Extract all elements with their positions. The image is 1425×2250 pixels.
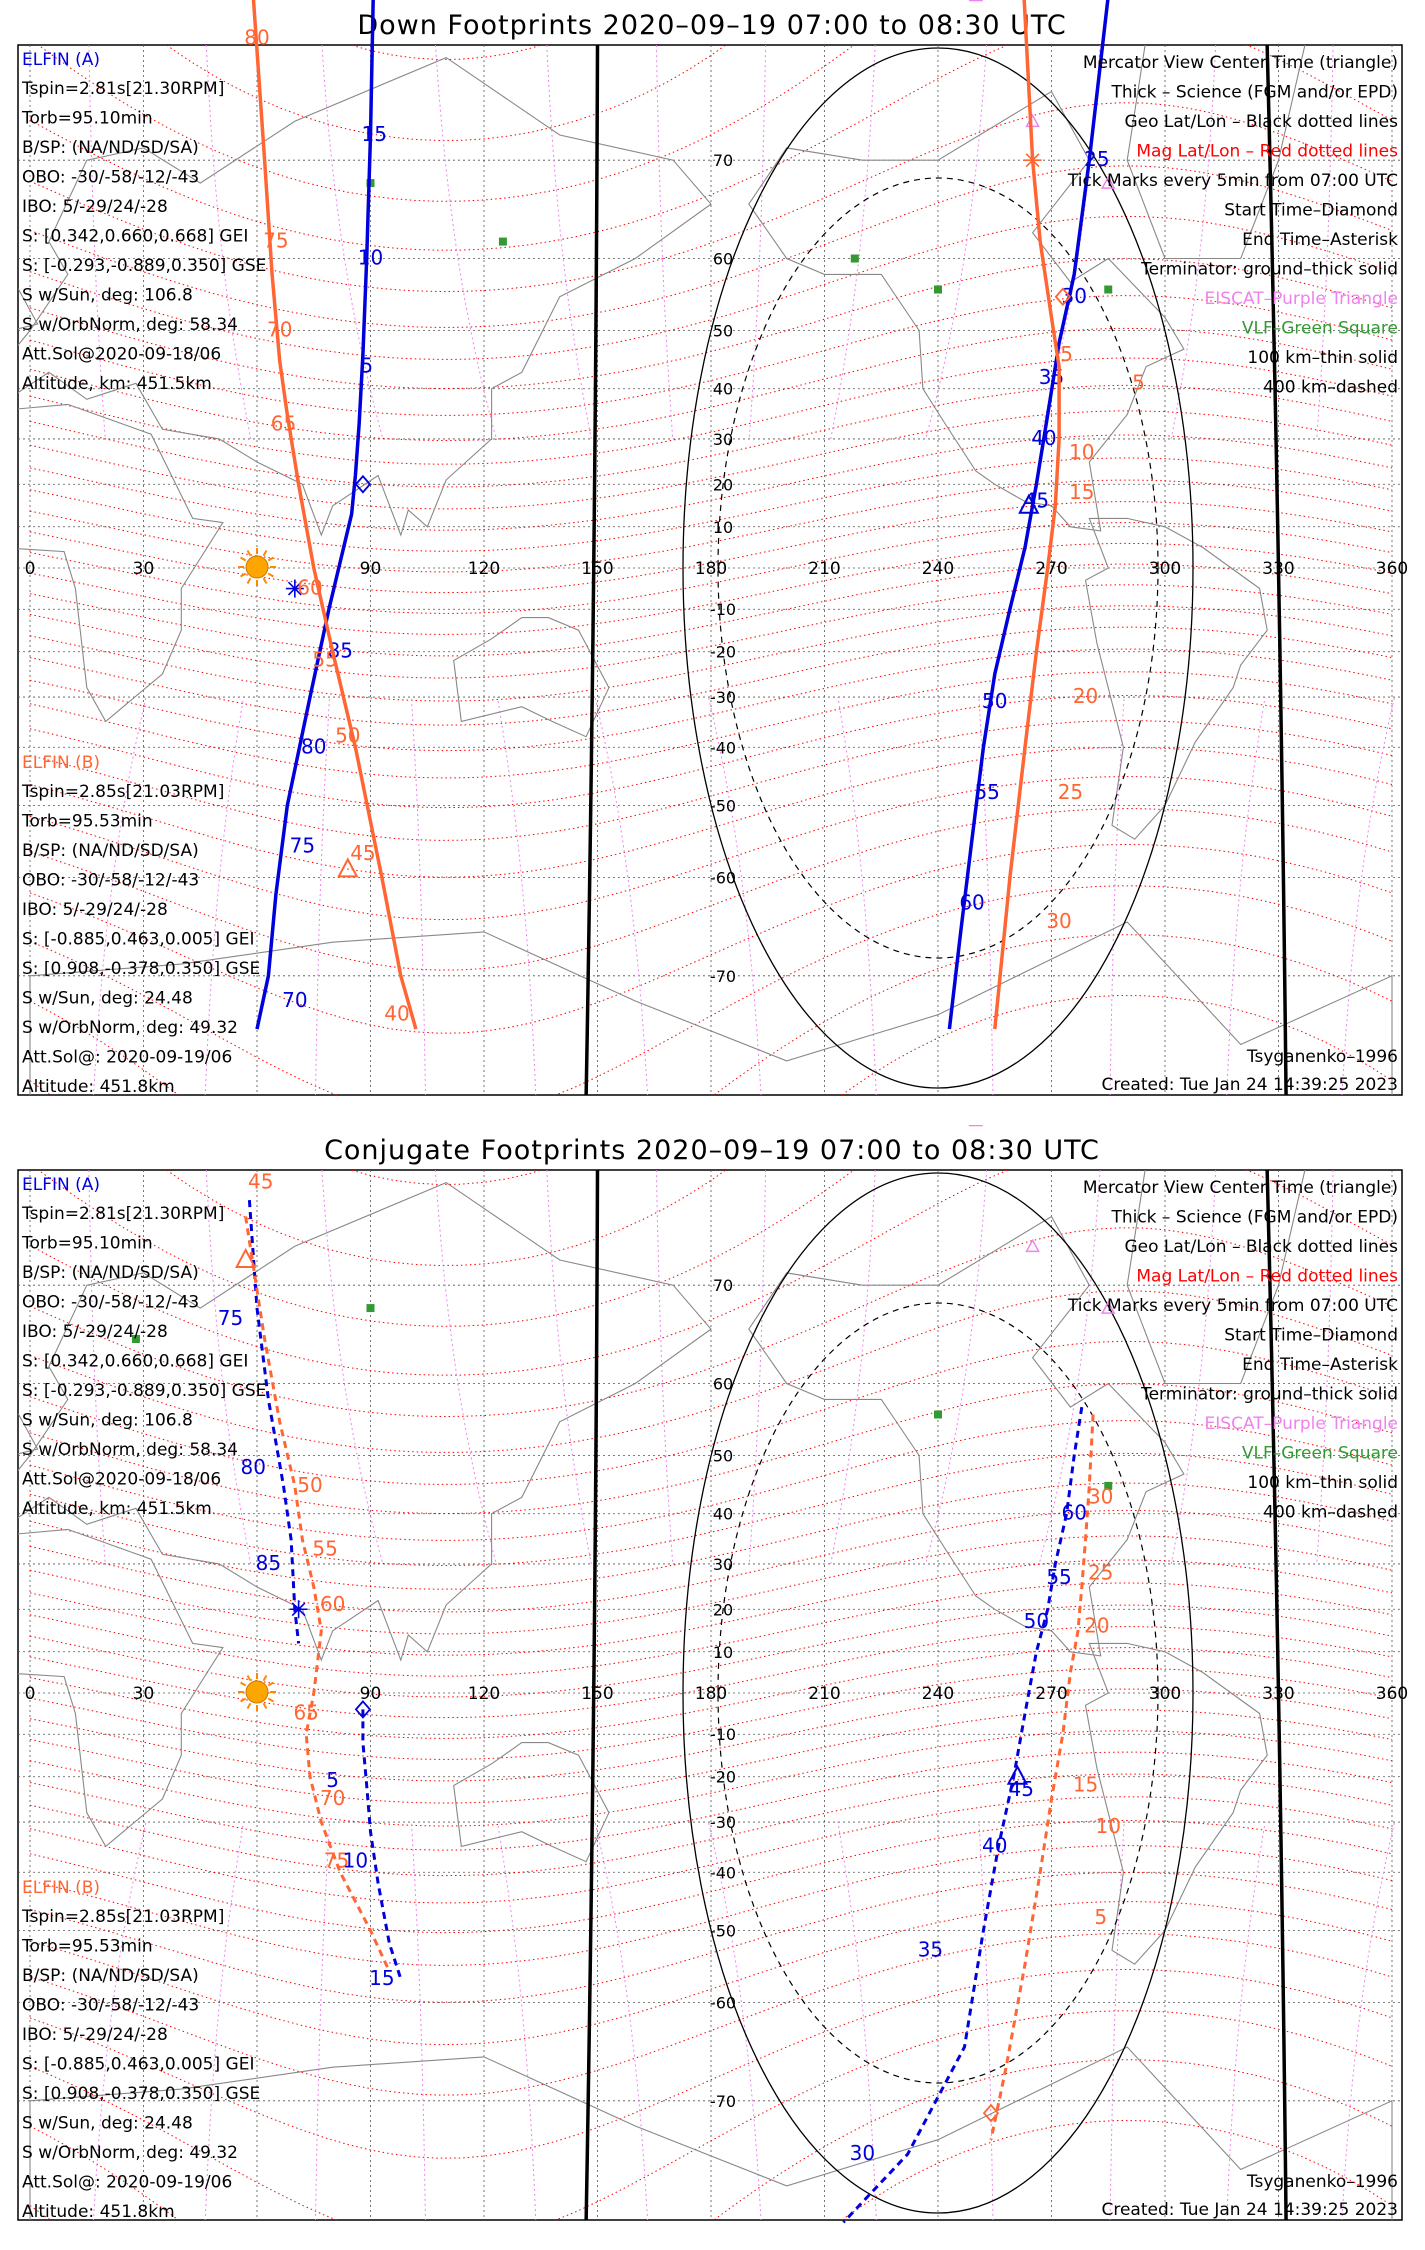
legend-line: EISCAT–Purple Triangle — [1204, 289, 1398, 309]
elfin-a-info-line: S w/OrbNorm, deg: 58.34 — [22, 315, 239, 335]
track-tick-label: 65 — [293, 1700, 319, 1725]
track-tick-label: 70 — [282, 988, 308, 1013]
track-tick-label: 70 — [319, 1785, 346, 1810]
lat-tick-label: -60 — [709, 1993, 737, 2013]
track-tick-label: 45 — [1008, 1776, 1034, 1801]
track-tick-label: 50 — [982, 688, 1008, 713]
legend-line: Terminator: ground–thick solid — [1141, 1384, 1398, 1405]
lat-tick-label: 20 — [712, 475, 734, 495]
elfin-b-info-line: Att.Sol@: 2020-09-19/06 — [22, 2172, 233, 2193]
legend-line: Mercator View Center Time (triangle) — [1082, 1178, 1398, 1198]
lat-tick-label: -50 — [709, 1921, 737, 1941]
track-tick-label: 10 — [342, 1848, 369, 1873]
lat-tick-label: 10 — [712, 1642, 734, 1662]
elfin-a-info-line: S w/Sun, deg: 106.8 — [22, 1410, 193, 1431]
legend-line: Start Time–Diamond — [1224, 1325, 1398, 1346]
track-tick-label: 45 — [1023, 488, 1050, 513]
elfin-a-info-line: S: [-0.293,-0.889,0.350] GSE — [22, 256, 267, 276]
lon-tick-label: 30 — [132, 559, 155, 579]
lat-tick-label: 60 — [712, 1374, 734, 1394]
track-tick-label: 45 — [248, 1169, 274, 1194]
lon-tick-label: 210 — [808, 1684, 841, 1704]
elfin-a-title: ELFIN (A) — [22, 1175, 101, 1195]
lon-tick-label: 150 — [581, 1684, 614, 1704]
elfin-a-info-line: S: [0.342,0.660,0.668] GEI — [22, 226, 249, 247]
legend-line: 100 km–thin solid — [1247, 1473, 1398, 1493]
legend-line: End Time–Asterisk — [1242, 230, 1398, 250]
elfin-b-info-line: OBO: -30/-58/-12/-43 — [22, 1995, 200, 2016]
track-tick-label: 25 — [1084, 147, 1110, 172]
lon-tick-label: 120 — [467, 559, 501, 579]
legend-line: Mag Lat/Lon – Red dotted lines — [1136, 141, 1398, 162]
sun-icon — [246, 556, 268, 578]
lon-tick-label: 0 — [24, 559, 36, 579]
track-tick-label: 35 — [1038, 364, 1065, 389]
elfin-a-info-line: Torb=95.10min — [22, 1233, 153, 1254]
lon-tick-label: 30 — [132, 1684, 155, 1704]
track-tick-label: 40 — [1031, 425, 1057, 450]
model-label: Tsyganenko–1996 — [1246, 1047, 1398, 1067]
elfin-a-info-line: Att.Sol@2020-09-18/06 — [22, 344, 222, 365]
lon-tick-label: 90 — [359, 559, 382, 579]
legend-line: End Time–Asterisk — [1242, 1355, 1398, 1375]
elfin-a-info-line: IBO: 5/-29/24/-28 — [22, 197, 168, 217]
lon-tick-label: 150 — [581, 559, 614, 579]
track-tick-label: 5 — [1132, 370, 1145, 395]
track-tick-label: 25 — [1087, 1560, 1114, 1585]
lon-tick-label: 360 — [1375, 559, 1409, 579]
elfin-a-info-line: Torb=95.10min — [22, 108, 153, 129]
vlf-marker — [367, 1304, 375, 1312]
track-tick-label: 10 — [1095, 1813, 1121, 1838]
vlf-marker — [934, 1411, 942, 1419]
track-tick-label: 60 — [297, 575, 323, 600]
track-tick-label: 30 — [1087, 1484, 1114, 1509]
track-tick-label: 85 — [327, 638, 353, 663]
track-tick-label: 80 — [240, 1454, 266, 1479]
track-tick-label: 55 — [1046, 1564, 1072, 1589]
elfin-a-info-line: OBO: -30/-58/-12/-43 — [22, 167, 200, 188]
chart-title: Conjugate Footprints 2020–09–19 07:00 to 08:30 UTC — [324, 1135, 1100, 1166]
elfin-b-info-line: IBO: 5/-29/24/-28 — [22, 900, 168, 920]
legend-line: Geo Lat/Lon – Black dotted lines — [1124, 112, 1398, 132]
lat-tick-label: -70 — [709, 2091, 737, 2111]
elfin-b-info-line: S w/OrbNorm, deg: 49.32 — [22, 1018, 239, 1038]
legend-line: Thick – Science (FGM and/or EPD) — [1111, 1207, 1398, 1228]
elfin-a-info-line: Altitude, km: 451.5km — [22, 1499, 212, 1519]
track-tick-label: 5 — [326, 1768, 340, 1793]
track-tick-label: 40 — [982, 1833, 1008, 1858]
elfin-b-info-line: Tspin=2.85s[21.03RPM] — [22, 1907, 225, 1927]
lon-tick-label: 270 — [1035, 559, 1068, 579]
track-tick-label: 15 — [1072, 1772, 1099, 1797]
lat-tick-label: 70 — [712, 151, 734, 171]
lon-tick-label: 300 — [1148, 559, 1182, 579]
created-label: Created: Tue Jan 24 14:39:25 2023 — [1101, 2200, 1398, 2220]
created-label: Created: Tue Jan 24 14:39:25 2023 — [1101, 1075, 1398, 1095]
legend-line: VLF–Green Square — [1241, 318, 1398, 339]
track-tick-label: 35 — [917, 1937, 944, 1962]
elfin-b-info-line: Torb=95.53min — [22, 811, 153, 832]
track-tick-label: 55 — [974, 780, 1000, 805]
elfin-a-info-line: Tspin=2.81s[21.30RPM] — [22, 1204, 225, 1224]
track-tick-label: 50 — [1023, 1609, 1050, 1634]
track-tick-label: 15 — [1069, 479, 1095, 504]
elfin-a-info-line: S: [0.342,0.660,0.668] GEI — [22, 1351, 249, 1372]
lon-tick-label: 240 — [921, 1684, 955, 1704]
chart-title: Down Footprints 2020–09–19 07:00 to 08:30 UTC — [357, 10, 1067, 41]
lat-tick-label: 60 — [712, 249, 734, 269]
track-tick-label: 20 — [1072, 684, 1099, 709]
track-tick-label: 60 — [1061, 1500, 1087, 1525]
legend-line: Tick Marks every 5min from 07:00 UTC — [1067, 171, 1398, 191]
elfin-a-info-line: S w/Sun, deg: 106.8 — [22, 285, 193, 306]
model-label: Tsyganenko–1996 — [1246, 2172, 1398, 2192]
legend-line: Thick – Science (FGM and/or EPD) — [1111, 82, 1398, 103]
track-tick-label: 80 — [301, 734, 327, 759]
track-tick-label: 30 — [849, 2141, 876, 2166]
vlf-marker — [1104, 286, 1112, 294]
lat-tick-label: -60 — [709, 868, 737, 888]
elfin-b-info-line: Altitude: 451.8km — [22, 2202, 175, 2222]
track-tick-label: 5 — [360, 353, 374, 378]
elfin-b-info-line: S: [0.908,-0.378,0.350] GSE — [22, 2084, 261, 2104]
lat-tick-label: 30 — [712, 1554, 734, 1574]
lon-tick-label: 0 — [24, 1684, 36, 1704]
elfin-b-info-line: Altitude: 451.8km — [22, 1077, 175, 1097]
elfin-b-info-line: Tspin=2.85s[21.03RPM] — [22, 782, 225, 802]
lon-tick-label: 330 — [1262, 1684, 1295, 1704]
lat-tick-label: 10 — [712, 517, 734, 537]
legend-line: 400 km–dashed — [1263, 1502, 1398, 1523]
lat-tick-label: -70 — [709, 966, 737, 986]
lat-tick-label: -20 — [709, 1767, 737, 1787]
track-tick-label: 15 — [369, 1965, 395, 1990]
elfin-a-info-line: B/SP: (NA/ND/SD/SA) — [22, 1263, 199, 1283]
lat-tick-label: -10 — [709, 1725, 737, 1745]
elfin-a-info-line: Altitude, km: 451.5km — [22, 374, 212, 394]
elfin-b-title: ELFIN (B) — [22, 753, 101, 773]
track-tick-label: 75 — [217, 1305, 244, 1330]
track-tick-label: 75 — [263, 228, 289, 253]
lat-tick-label: 20 — [712, 1600, 734, 1620]
track-tick-label: 80 — [244, 25, 270, 50]
elfin-a-info-line: S: [-0.293,-0.889,0.350] GSE — [22, 1381, 267, 1401]
lon-tick-label: 120 — [467, 1684, 501, 1704]
lat-tick-label: -10 — [709, 600, 737, 620]
legend-line: Geo Lat/Lon – Black dotted lines — [1124, 1237, 1398, 1257]
track-tick-label: 75 — [289, 833, 316, 858]
lat-tick-label: 50 — [712, 1446, 734, 1466]
track-tick-label: 30 — [1046, 909, 1072, 934]
elfin-b-info-line: S w/Sun, deg: 24.48 — [22, 988, 193, 1009]
elfin-a-info-line: IBO: 5/-29/24/-28 — [22, 1322, 168, 1342]
legend-line: 100 km–thin solid — [1247, 348, 1398, 368]
legend-line: Mercator View Center Time (triangle) — [1082, 53, 1398, 73]
track-tick-label: 25 — [1057, 780, 1084, 805]
elfin-b-info-line: S w/OrbNorm, deg: 49.32 — [22, 2143, 239, 2163]
lat-tick-label: 50 — [712, 321, 734, 341]
track-tick-label: 5 — [1060, 342, 1074, 367]
track-tick-label: 85 — [255, 1550, 282, 1575]
lat-tick-label: 40 — [712, 1504, 734, 1524]
elfin-b-info-line: Torb=95.53min — [22, 1936, 153, 1957]
lat-tick-label: 70 — [712, 1276, 734, 1296]
elfin-b-title: ELFIN (B) — [22, 1878, 101, 1898]
lon-tick-label: 180 — [694, 1684, 728, 1704]
conjugate-footprints-panel — [0, 1125, 1425, 2250]
elfin-b-info-line: S: [-0.885,0.463,0.005] GEI — [22, 2054, 255, 2075]
track-tick-label: 40 — [384, 1001, 410, 1026]
track-tick-label: 10 — [357, 245, 384, 270]
elfin-b-info-line: S w/Sun, deg: 24.48 — [22, 2113, 193, 2134]
track-tick-label: 75 — [323, 1848, 350, 1873]
track-tick-label: 10 — [1069, 439, 1095, 464]
track-tick-label: 60 — [959, 890, 985, 915]
lon-tick-label: 210 — [808, 559, 841, 579]
track-tick-label: 30 — [1061, 283, 1087, 308]
elfin-a-info-line: Att.Sol@2020-09-18/06 — [22, 1469, 222, 1490]
track-tick-label: 45 — [350, 840, 376, 865]
lat-tick-label: 40 — [712, 379, 734, 399]
vlf-marker — [851, 255, 859, 263]
elfin-a-info-line: B/SP: (NA/ND/SD/SA) — [22, 138, 199, 158]
legend-line: Tick Marks every 5min from 07:00 UTC — [1067, 1296, 1398, 1316]
elfin-b-info-line: B/SP: (NA/ND/SD/SA) — [22, 841, 199, 861]
track-tick-label: 50 — [297, 1472, 323, 1497]
sun-icon — [246, 1681, 268, 1703]
elfin-b-info-line: OBO: -30/-58/-12/-43 — [22, 870, 200, 891]
lon-tick-label: 360 — [1375, 1684, 1409, 1704]
elfin-a-info-line: OBO: -30/-58/-12/-43 — [22, 1292, 200, 1313]
track-tick-label: 60 — [319, 1591, 346, 1616]
elfin-a-info-line: S w/OrbNorm, deg: 58.34 — [22, 1440, 239, 1460]
track-tick-label: 20 — [1084, 1613, 1110, 1638]
lon-tick-label: 180 — [694, 559, 728, 579]
track-tick-label: 65 — [270, 411, 297, 436]
lat-tick-label: -20 — [709, 642, 737, 662]
lat-tick-label: -40 — [709, 1863, 737, 1883]
conjugate-footprints-chart — [0, 1125, 1425, 2250]
track-tick-label: 50 — [335, 723, 361, 748]
lon-tick-label: 300 — [1148, 1684, 1182, 1704]
elfin-b-info-line: S: [0.908,-0.378,0.350] GSE — [22, 959, 261, 979]
elfin-b-info-line: B/SP: (NA/ND/SD/SA) — [22, 1966, 199, 1986]
elfin-a-title: ELFIN (A) — [22, 50, 101, 70]
elfin-b-info-line: IBO: 5/-29/24/-28 — [22, 2025, 168, 2045]
lat-tick-label: -40 — [709, 738, 737, 758]
lat-tick-label: -50 — [709, 796, 737, 816]
track-tick-label: 5 — [1094, 1905, 1108, 1930]
legend-line: Terminator: ground–thick solid — [1141, 259, 1398, 280]
legend-line: VLF–Green Square — [1241, 1443, 1398, 1464]
elfin-b-info-line: S: [-0.885,0.463,0.005] GEI — [22, 929, 255, 950]
lat-tick-label: -30 — [709, 688, 737, 708]
legend-line: EISCAT–Purple Triangle — [1204, 1414, 1398, 1434]
elfin-b-info-line: Att.Sol@: 2020-09-19/06 — [22, 1047, 233, 1068]
legend-line: Start Time–Diamond — [1224, 200, 1398, 221]
track-tick-label: 15 — [361, 121, 388, 146]
vlf-marker — [499, 238, 507, 246]
lon-tick-label: 330 — [1262, 559, 1295, 579]
lat-tick-label: -30 — [709, 1813, 737, 1833]
track-tick-label: 70 — [266, 317, 293, 342]
lon-tick-label: 90 — [359, 1684, 382, 1704]
lon-tick-label: 240 — [921, 559, 955, 579]
lat-tick-label: 30 — [712, 429, 734, 449]
track-tick-label: 55 — [312, 1536, 338, 1561]
track-tick-label: 55 — [312, 647, 338, 672]
elfin-a-info-line: Tspin=2.81s[21.30RPM] — [22, 79, 225, 99]
vlf-marker — [934, 286, 942, 294]
legend-line: 400 km–dashed — [1263, 377, 1398, 398]
lon-tick-label: 270 — [1035, 1684, 1068, 1704]
legend-line: Mag Lat/Lon – Red dotted lines — [1136, 1266, 1398, 1287]
